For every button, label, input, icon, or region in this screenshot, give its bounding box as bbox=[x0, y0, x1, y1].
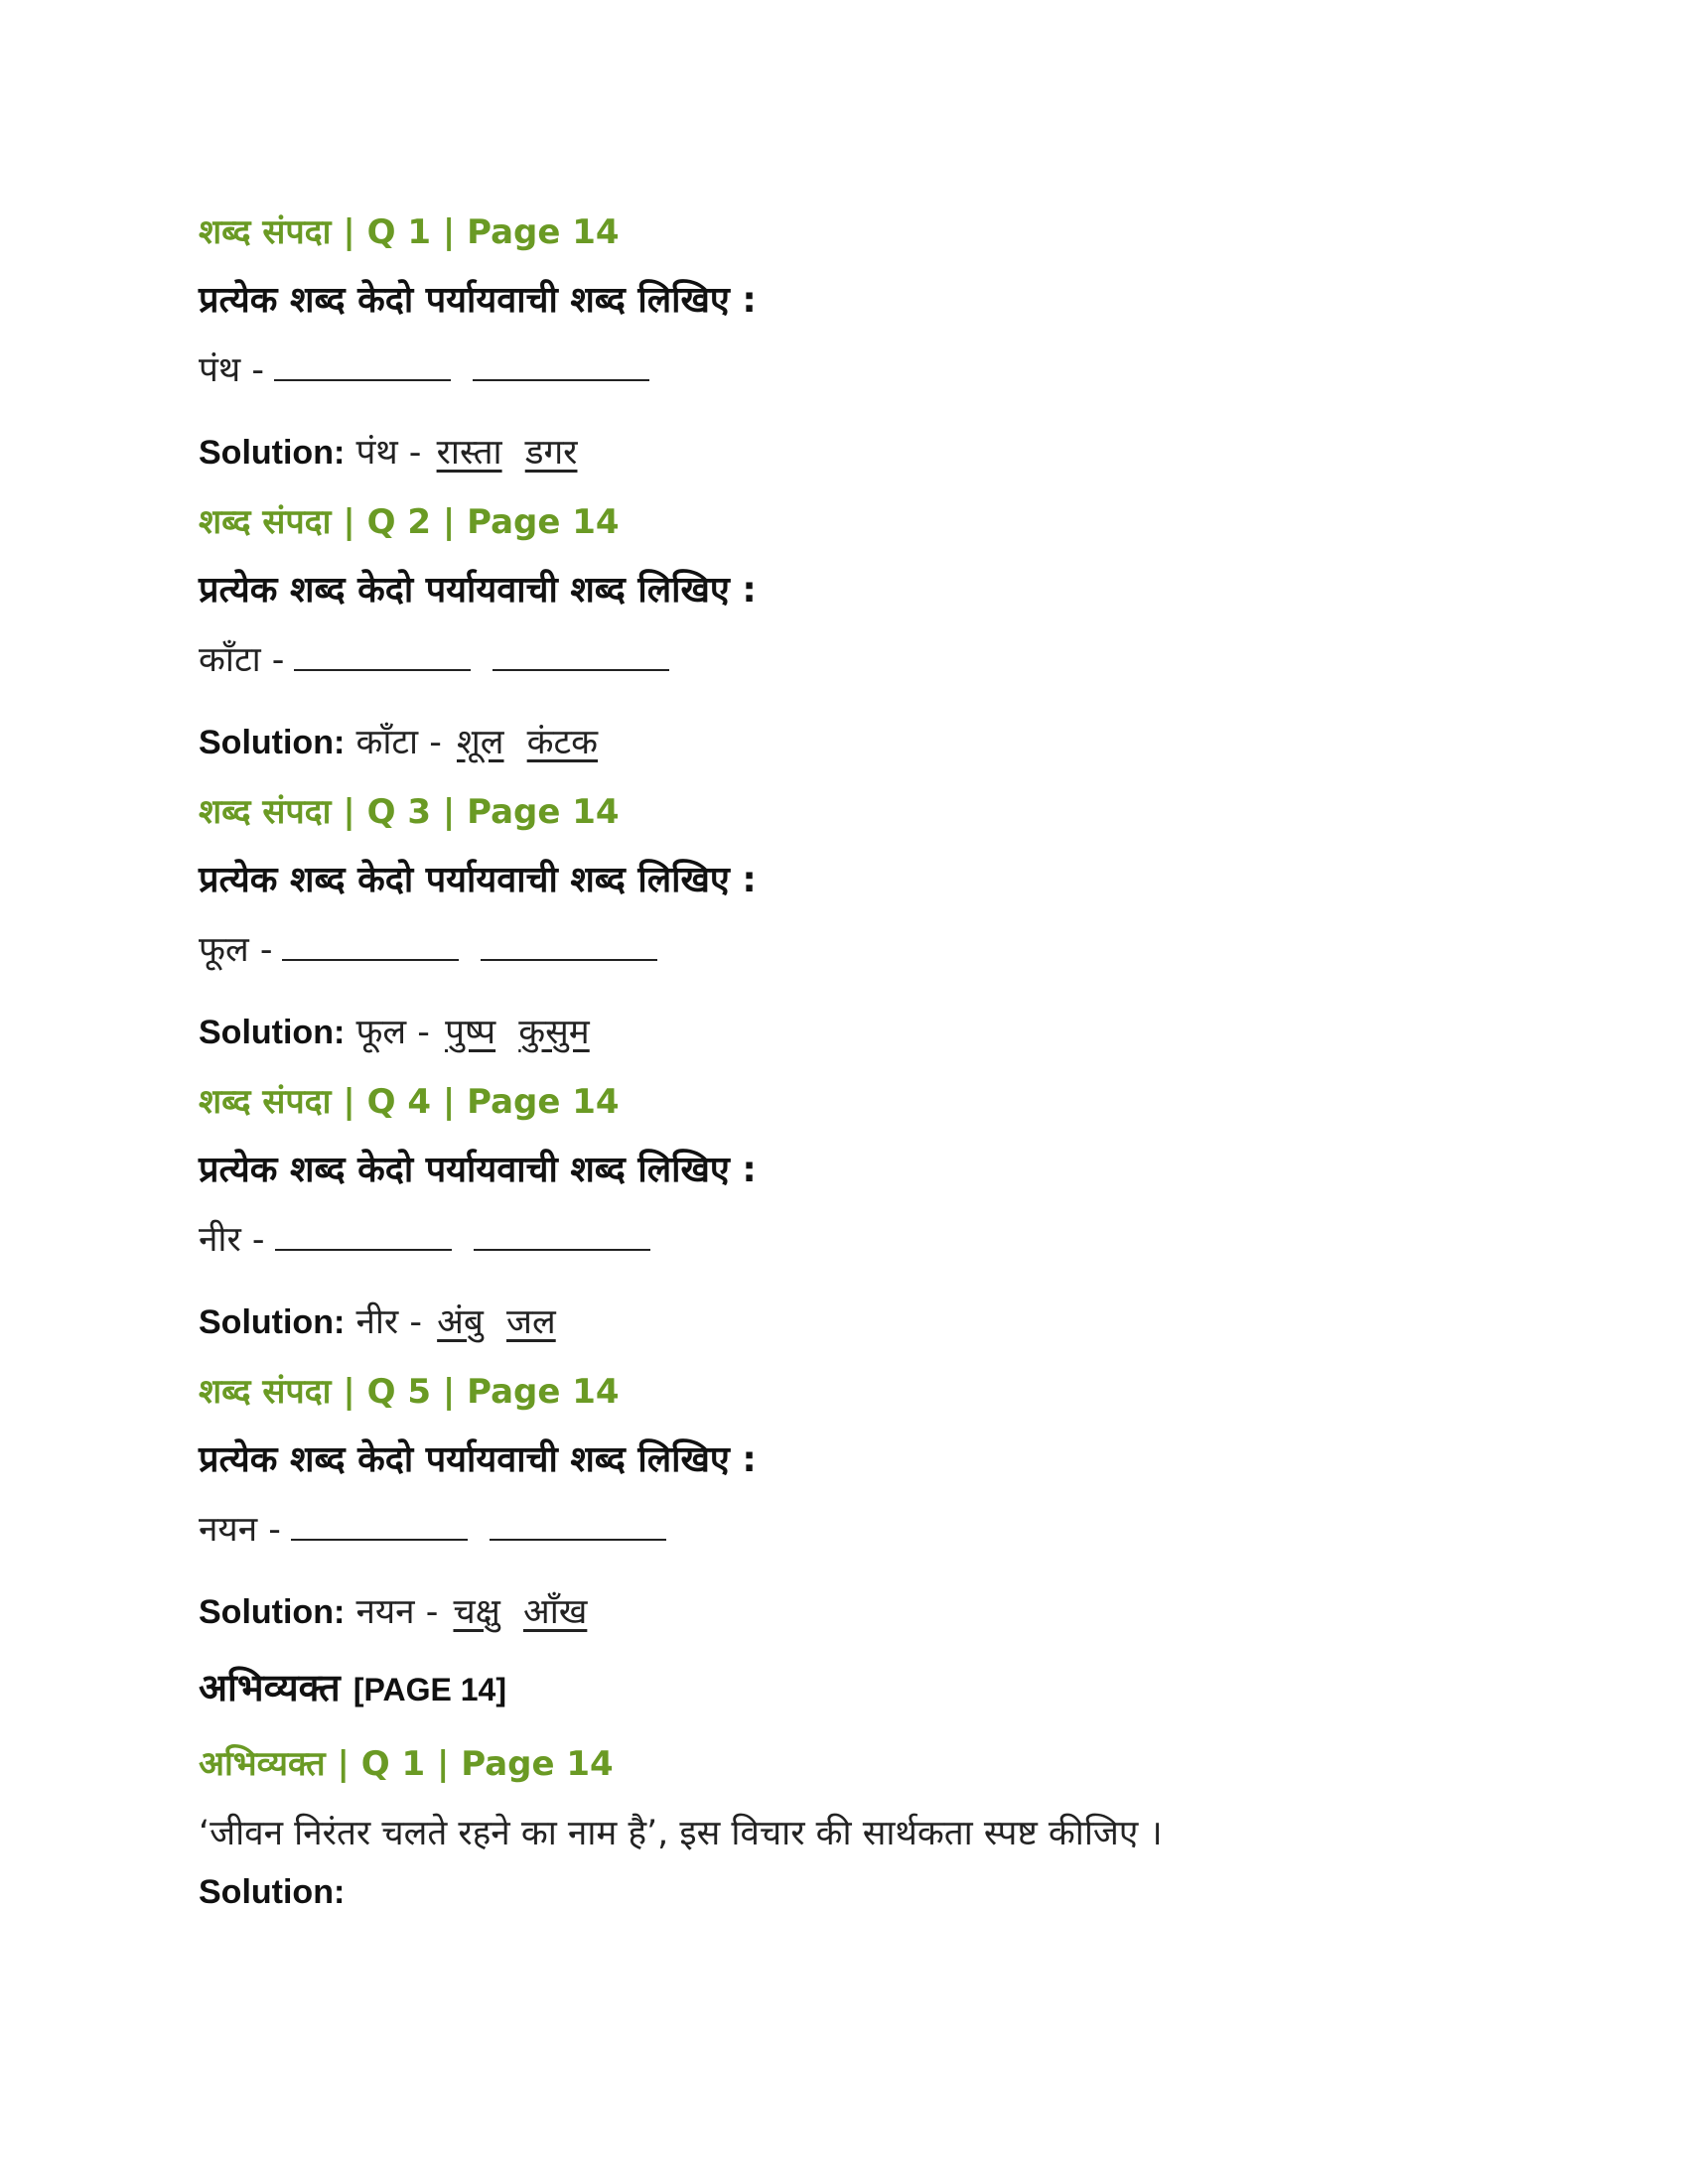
question-heading: शब्द संपदा | Q 5 | Page 14 bbox=[199, 1372, 620, 1412]
solution-answer: डगर bbox=[524, 433, 578, 473]
solution-label: Solution: bbox=[199, 434, 346, 472]
question-heading: शब्द संपदा | Q 3 | Page 14 bbox=[199, 792, 620, 832]
answer-blank bbox=[473, 349, 649, 381]
question-block-1 bbox=[199, 199, 1489, 488]
question-text: प्रत्येक शब्द केदो पर्यायवाची शब्द लिखिए : bbox=[199, 1150, 757, 1190]
solution-word: पंथ - bbox=[355, 433, 422, 473]
solution-line bbox=[199, 1576, 1489, 1648]
question-heading: शब्द संपदा | Q 4 | Page 14 bbox=[199, 1082, 620, 1122]
solution-answer: अंबु bbox=[437, 1302, 484, 1342]
solution-line bbox=[199, 1287, 1489, 1358]
document-content bbox=[199, 199, 1489, 1920]
solution-label: Solution: bbox=[199, 1593, 346, 1631]
question-prompt bbox=[199, 625, 1489, 707]
section-title bbox=[199, 1648, 1489, 1727]
solution-line bbox=[199, 997, 1489, 1068]
solution-label: Solution: bbox=[199, 724, 346, 761]
answer-blank bbox=[481, 929, 657, 961]
solution-answer: रास्ता bbox=[436, 433, 502, 473]
solution-label: Solution: bbox=[199, 1014, 346, 1051]
solution-answer: शूल bbox=[456, 723, 504, 762]
answer-blank bbox=[492, 639, 669, 671]
question-prompt bbox=[199, 1495, 1489, 1576]
solution-word: नयन - bbox=[355, 1592, 439, 1632]
section-title-text: अभिव्यक्त bbox=[199, 1666, 341, 1709]
question-block-5 bbox=[199, 1358, 1489, 1648]
abhivyakt-heading: अभिव्यक्त | Q 1 | Page 14 bbox=[199, 1744, 614, 1784]
solution-label: Solution: bbox=[199, 1303, 346, 1341]
solution-answer: जल bbox=[506, 1302, 556, 1342]
solution-answer: पुष्प bbox=[445, 1013, 496, 1052]
question-prompt bbox=[199, 915, 1489, 997]
abhivyakt-solution-label: Solution: bbox=[199, 1873, 346, 1911]
section-page-tag: [PAGE 14] bbox=[352, 1672, 506, 1707]
solution-answer: कुसुम bbox=[518, 1013, 590, 1052]
prompt-word: नीर - bbox=[199, 1220, 265, 1260]
answer-blank bbox=[291, 1509, 468, 1541]
question-text: प्रत्येक शब्द केदो पर्यायवाची शब्द लिखिए : bbox=[199, 860, 757, 900]
prompt-word: नयन - bbox=[199, 1510, 281, 1550]
question-block-2 bbox=[199, 488, 1489, 778]
question-block-3 bbox=[199, 778, 1489, 1068]
prompt-word: काँटा - bbox=[199, 640, 285, 680]
answer-blank bbox=[474, 1219, 650, 1251]
solution-answer: आँख bbox=[522, 1592, 588, 1632]
answer-blank bbox=[490, 1509, 666, 1541]
question-block-4 bbox=[199, 1068, 1489, 1358]
question-text: प्रत्येक शब्द केदो पर्यायवाची शब्द लिखिए : bbox=[199, 280, 757, 321]
solution-answer: कंटक bbox=[526, 723, 599, 762]
solution-word: नीर - bbox=[355, 1302, 422, 1342]
question-text: प्रत्येक शब्द केदो पर्यायवाची शब्द लिखिए : bbox=[199, 1439, 757, 1480]
question-heading: शब्द संपदा | Q 1 | Page 14 bbox=[199, 212, 620, 252]
prompt-word: पंथ - bbox=[199, 350, 264, 390]
solution-line bbox=[199, 707, 1489, 778]
solution-line bbox=[199, 417, 1489, 488]
question-prompt bbox=[199, 1205, 1489, 1287]
answer-blank bbox=[274, 349, 451, 381]
prompt-word: फूल - bbox=[199, 930, 273, 970]
answer-blank bbox=[294, 639, 471, 671]
question-prompt bbox=[199, 336, 1489, 417]
solution-word: काँटा - bbox=[355, 723, 442, 762]
question-text: प्रत्येक शब्द केदो पर्यायवाची शब्द लिखिए : bbox=[199, 570, 757, 611]
question-heading: शब्द संपदा | Q 2 | Page 14 bbox=[199, 502, 620, 542]
abhivyakt-question: ‘जीवन निरंतर चलते रहने का नाम है’, इस विचार की सार्थकता स्पष्ट कीजिए । bbox=[199, 1814, 1163, 1853]
answer-blank bbox=[275, 1219, 452, 1251]
answer-blank bbox=[282, 929, 459, 961]
solution-answer: चक्षु bbox=[453, 1592, 500, 1632]
solution-word: फूल - bbox=[355, 1013, 430, 1052]
